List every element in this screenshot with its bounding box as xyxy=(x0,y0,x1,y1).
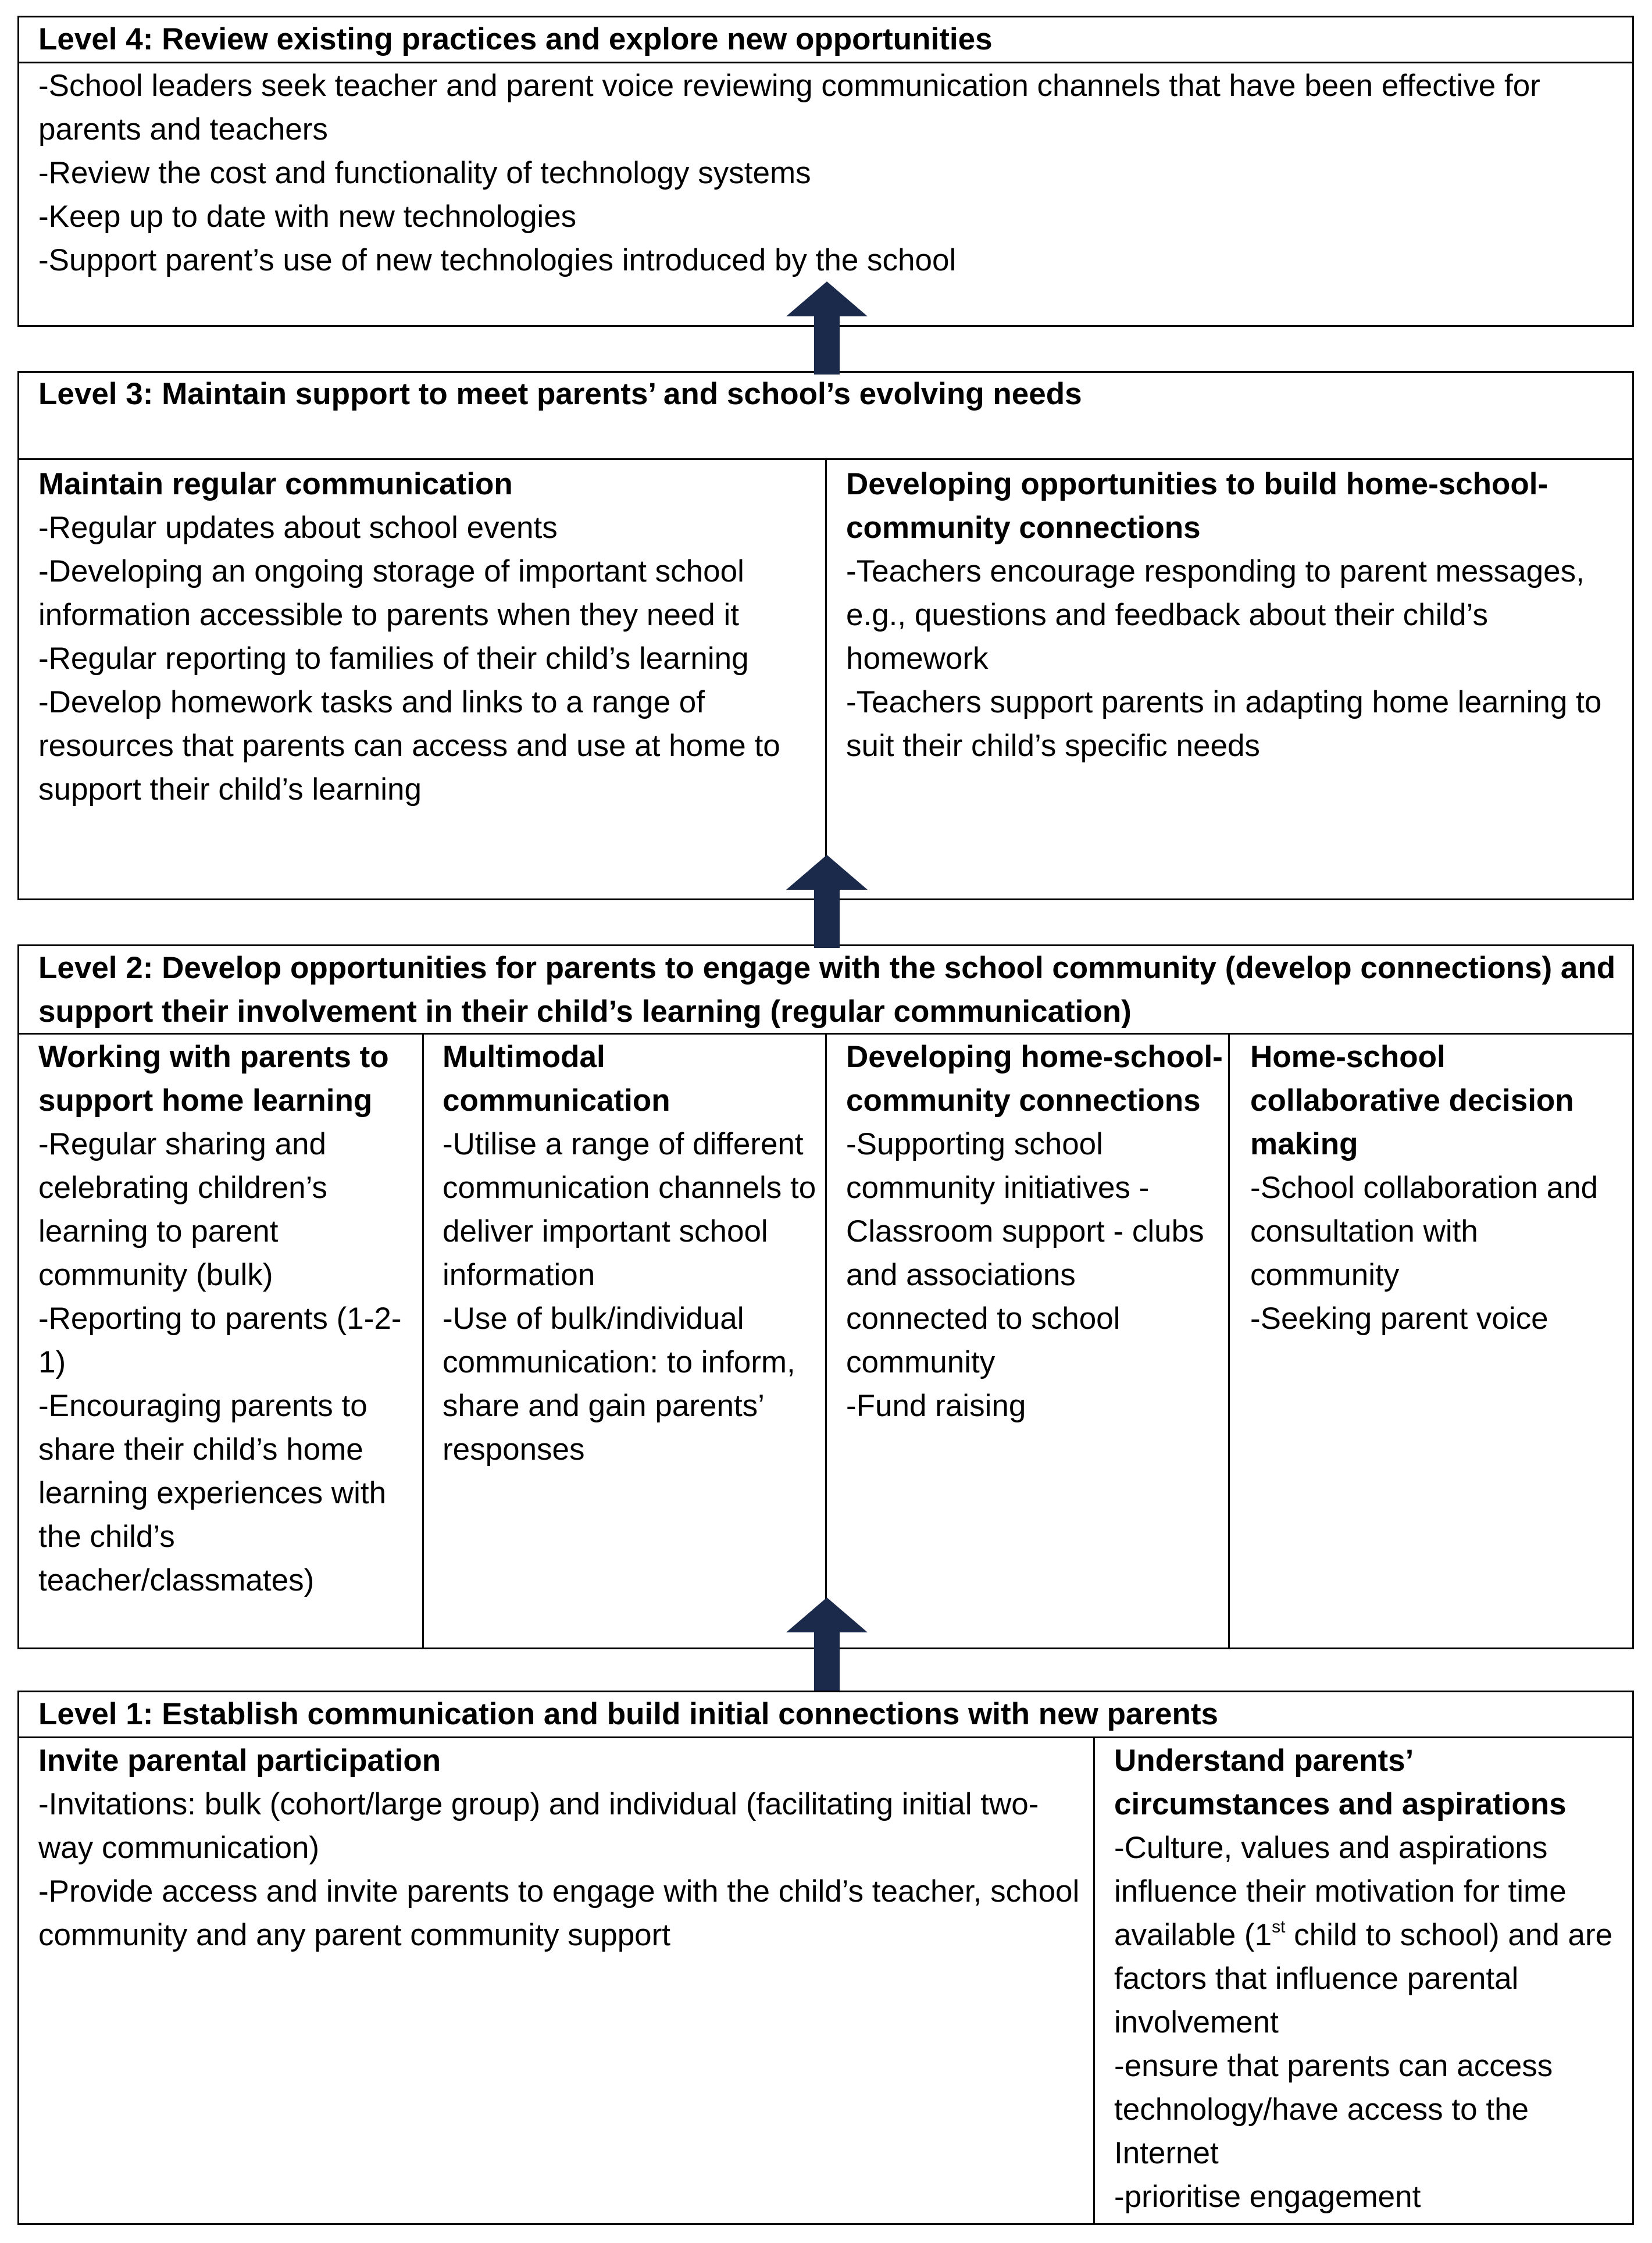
level2-col-divider-1 xyxy=(422,1033,424,1649)
level3-title-cell xyxy=(38,372,1620,416)
level2-col3-item: -Fund raising xyxy=(846,1389,1026,1423)
level1-col2 xyxy=(1114,1739,1626,2219)
level2-col1-heading: Working with parents to support home learning xyxy=(38,1040,389,1118)
level2-col2-item: -Utilise a range of different communication channels to deliver important school information xyxy=(443,1127,816,1292)
level1-col2-heading: Understand parents’ circumstances and aspirations xyxy=(1114,1743,1567,1821)
level1-col2-item3: -prioritise engagement xyxy=(1114,2180,1421,2214)
arrow-up-icon xyxy=(786,281,868,375)
level1-title-cell xyxy=(38,1692,1620,1736)
level1-col1-item: -Invitations: bulk (cohort/large group) and individual (facilitating initial two-way communication) xyxy=(38,1787,1039,1865)
level2-col1 xyxy=(38,1035,415,1602)
level1-col2-item1-pre: -Culture, values and aspirations influence their motivation for time available (1 xyxy=(1114,1831,1567,1952)
arrow-up-shape xyxy=(786,855,868,948)
level2-col2 xyxy=(443,1035,819,1471)
level1-col2-item1-sup: st xyxy=(1272,1917,1286,1937)
level2-col-divider-3 xyxy=(1228,1033,1230,1649)
level1-col2-item2: -ensure that parents can access technology/have access to the Internet xyxy=(1114,2049,1553,2170)
level3-col1-item: -Developing an ongoing storage of important school information accessible to parents when they need it xyxy=(38,554,744,632)
level4-item: -School leaders seek teacher and parent voice reviewing communication channels that have been effective for parents and teachers xyxy=(38,69,1540,147)
level4-content xyxy=(38,64,1620,282)
level1-col2-item1-post: child to school) and are factors that influence parental involvement xyxy=(1114,1918,1613,2039)
level1-col1-heading: Invite parental participation xyxy=(38,1743,441,1778)
arrow-up-icon xyxy=(786,855,868,948)
level3-col-divider xyxy=(825,458,827,900)
level1-title: Level 1: Establish communication and build initial connections with new parents xyxy=(38,1697,1219,1731)
level4-divider xyxy=(17,62,1634,63)
level3-col1 xyxy=(38,462,815,811)
level3-col2-item: -Teachers support parents in adapting home learning to suit their child’s specific needs xyxy=(846,685,1602,763)
level2-col2-item: -Use of bulk/individual communication: to inform, share and gain parents’ responses xyxy=(443,1301,795,1467)
level1-col1-item: -Provide access and invite parents to engage with the child’s teacher, school community and any parent community support xyxy=(38,1874,1080,1952)
level2-col-divider-2 xyxy=(825,1033,827,1649)
level4-item: -Keep up to date with new technologies xyxy=(38,199,577,234)
level2-col2-heading: Multimodal communication xyxy=(443,1040,670,1118)
level2-col4-item: -School collaboration and consultation with community xyxy=(1250,1171,1599,1292)
level3-col1-item: -Regular updates about school events xyxy=(38,511,558,545)
level3-col1-item: -Develop homework tasks and links to a range of resources that parents can access and use at home to support their child’s learning xyxy=(38,685,780,807)
level2-col1-item: -Reporting to parents (1-2-1) xyxy=(38,1301,402,1379)
level1-divider xyxy=(17,1736,1634,1738)
level2-title-cell xyxy=(38,946,1620,1033)
level1-col-divider xyxy=(1093,1736,1095,2225)
level2-col3-item: -Supporting school community initiatives - Classroom support - clubs and associations connected to school community xyxy=(846,1127,1204,1379)
level3-col2-item: -Teachers encourage responding to parent messages, e.g., questions and feedback about their child’s homework xyxy=(846,554,1585,676)
level3-col2-heading: Developing opportunities to build home-school-community connections xyxy=(846,467,1548,545)
level4-title: Level 4: Review existing practices and explore new opportunities xyxy=(38,22,993,56)
level2-title: Level 2: Develop opportunities for parents to engage with the school community (develop connections) and support their involvement in their child’s learning (regular communication) xyxy=(38,951,1616,1029)
level1-col2-item1 xyxy=(1114,1826,1626,2044)
level2-col4 xyxy=(1250,1035,1622,1340)
level3-col1-item: -Regular reporting to families of their child’s learning xyxy=(38,641,749,676)
arrow-up-shape xyxy=(786,1597,868,1691)
level2-col1-item: -Encouraging parents to share their child’s home learning experiences with the child’s teacher/classmates) xyxy=(38,1389,387,1597)
level1-col1 xyxy=(38,1739,1085,1957)
level3-col2 xyxy=(846,462,1622,768)
level4-title-cell xyxy=(38,17,1620,61)
level2-col1-item: -Regular sharing and celebrating children’s learning to parent community (bulk) xyxy=(38,1127,327,1292)
level2-col4-item: -Seeking parent voice xyxy=(1250,1301,1548,1336)
arrow-up-icon xyxy=(786,1597,868,1691)
level3-col1-heading: Maintain regular communication xyxy=(38,467,513,501)
arrow-up-shape xyxy=(786,281,868,375)
level2-col4-heading: Home-school collaborative decision making xyxy=(1250,1040,1574,1161)
level4-item: -Review the cost and functionality of technology systems xyxy=(38,156,811,190)
level3-title: Level 3: Maintain support to meet parents’ and school’s evolving needs xyxy=(38,377,1082,411)
level2-col3-heading: Developing home-school-community connections xyxy=(846,1040,1223,1118)
level2-col3 xyxy=(846,1035,1223,1428)
level4-item: -Support parent’s use of new technologies introduced by the school xyxy=(38,243,957,277)
